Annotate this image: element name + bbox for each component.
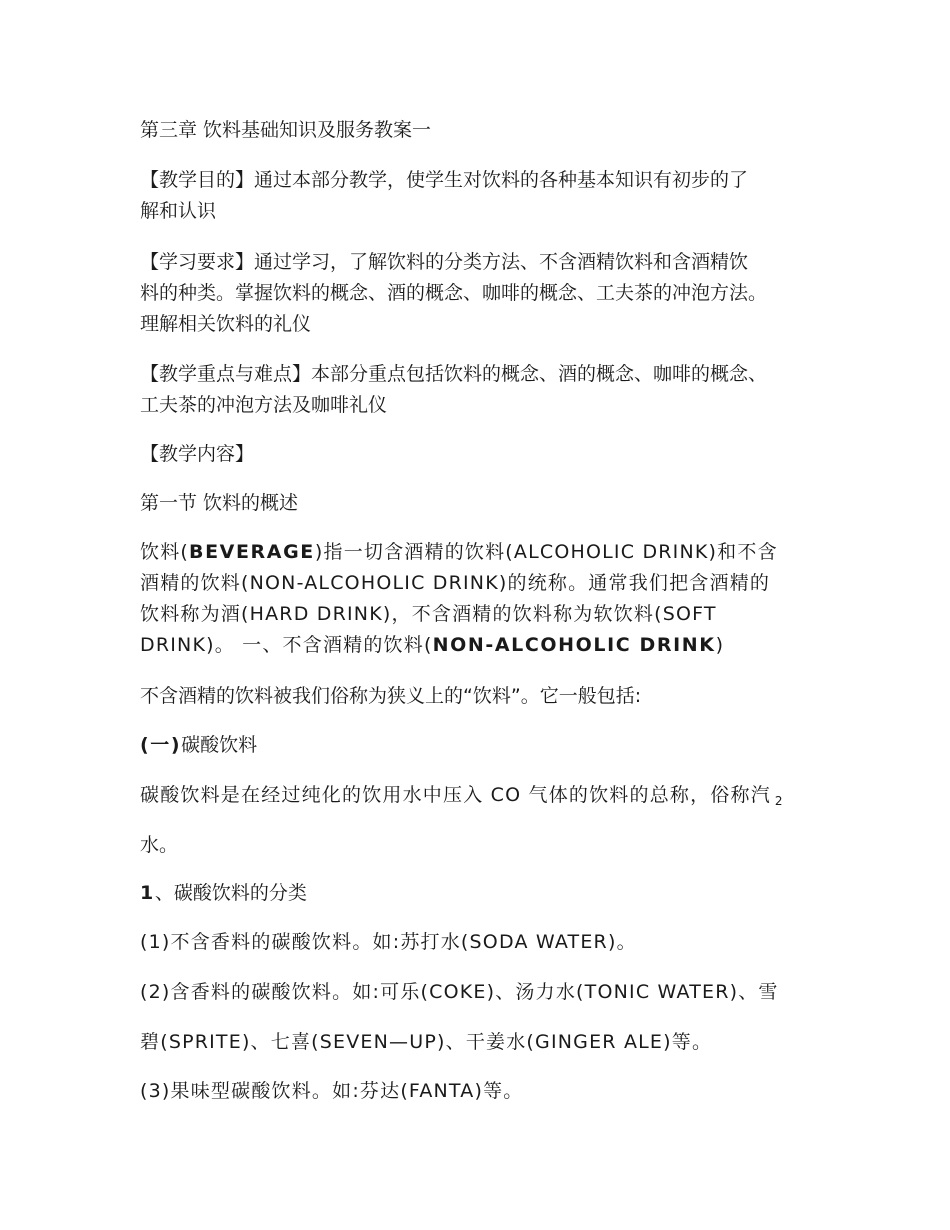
heading-text: 碳酸饮料 [181, 734, 258, 756]
non-alcoholic-term: NON-ALCOHOLIC DRINK [432, 634, 716, 656]
definition-line-4 [140, 630, 830, 661]
definition-text: DRINK)。 一、不含酒精的饮料( [140, 634, 433, 656]
heading-number: 1 [140, 882, 155, 904]
list-item-2-line-2: 碧(SPRITE)、七喜(SEVEN—UP)、干姜水(GINGER ALE)等。 [140, 1031, 713, 1053]
requirements-line-1: 【学习要求】通过学习，了解饮料的分类方法、不含酒精饮料和含酒精饮 [140, 251, 749, 273]
list-item-2-line-1: (2)含香料的碳酸饮料。如:可乐(COKE)、汤力水(TONIC WATER)、雪 [140, 981, 779, 1003]
definition-text: )指一切含酒精的饮料(ALCOHOLIC DRINK)和不含 [314, 541, 778, 563]
key-points-line-1: 【教学重点与难点】本部分重点包括饮料的概念、酒的概念、咖啡的概念、 [140, 363, 768, 385]
heading-text: 、碳酸饮料的分类 [154, 882, 307, 904]
co2-subscript: 2 [774, 794, 784, 808]
beverage-term: BEVERAGE [189, 541, 315, 563]
definition-text: ) [715, 634, 725, 656]
narrow-sense-paragraph: 不含酒精的饮料被我们俗称为狭义上的“饮料”。它一般包括: [140, 685, 642, 707]
carbonated-definition-line-1 [140, 780, 830, 813]
definition-line-3: 饮料称为酒(HARD DRINK)，不含酒精的饮料称为软饮料(SOFT [140, 603, 717, 625]
carbonated-heading [140, 730, 830, 761]
classification-heading [140, 878, 830, 909]
key-points-line-2: 工夫茶的冲泡方法及咖啡礼仪 [140, 394, 388, 416]
definition-text: 饮料( [140, 541, 190, 563]
requirements-line-3: 理解相关饮料的礼仪 [140, 313, 312, 335]
carbonated-definition-text: 碳酸饮料是在经过纯化的饮用水中压入 CO 气体的饮料的总称，俗称汽 [140, 784, 771, 806]
chapter-title: 第三章 饮料基础知识及服务教案一 [140, 119, 432, 141]
objective-line-2: 解和认识 [140, 200, 217, 222]
list-item-1: (1)不含香料的碳酸饮料。如:苏打水(SODA WATER)。 [140, 931, 637, 953]
section-1-title: 第一节 饮料的概述 [140, 492, 299, 514]
list-item-3: (3)果味型碳酸饮料。如:芬达(FANTA)等。 [140, 1080, 524, 1102]
definition-line-1 [140, 537, 830, 568]
content-heading: 【教学内容】 [140, 443, 255, 465]
heading-number: (一) [140, 734, 182, 756]
carbonated-definition-line-2: 水。 [140, 834, 179, 856]
requirements-line-2: 料的种类。掌握饮料的概念、酒的概念、咖啡的概念、工夫茶的冲泡方法。 [140, 282, 768, 304]
definition-line-2: 酒精的饮料(NON-ALCOHOLIC DRINK)的统称。通常我们把含酒精的 [140, 572, 771, 594]
objective-line-1: 【教学目的】通过本部分教学，使学生对饮料的各种基本知识有初步的了 [140, 169, 749, 191]
